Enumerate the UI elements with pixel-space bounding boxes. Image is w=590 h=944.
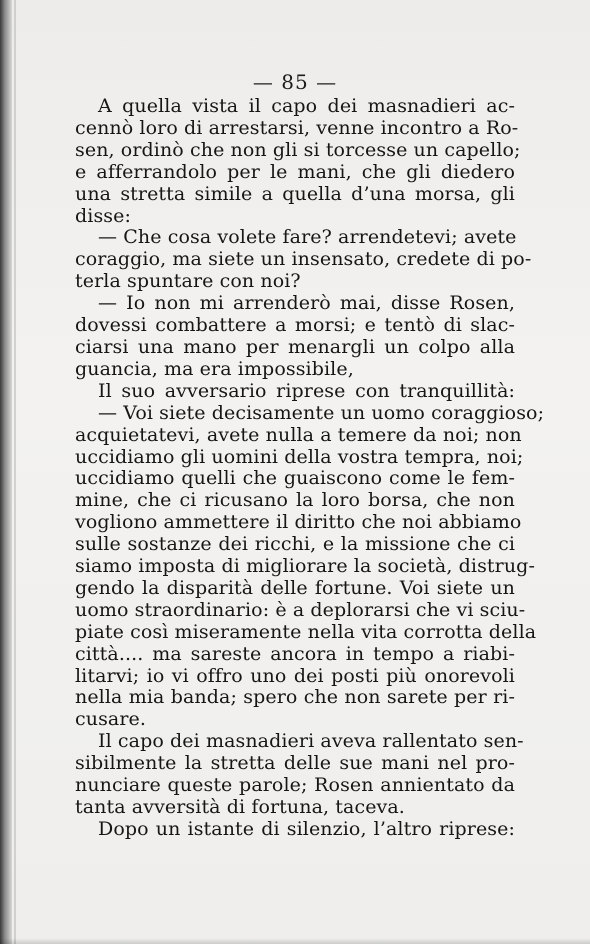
text-line: uomo straordinario: è a deplorarsi che vi sciu- xyxy=(75,598,526,621)
text-line: Il capo dei masnadieri aveva rallentato sen- xyxy=(98,730,524,753)
text-line: siamo imposta di migliorare la società, distrug- xyxy=(75,555,535,578)
text-line: gendo la disparità delle fortune. Voi siete un xyxy=(75,576,515,599)
text-line: coraggio, ma siete un insensato, credete di po- xyxy=(75,248,532,271)
text-line: nella mia banda; spero che non sarete per ri- xyxy=(75,686,515,709)
text-line: città.... ma sareste ancora in tempo a riabi- xyxy=(75,642,515,665)
text-line: uccidiamo quelli che guaiscono come le fem- xyxy=(75,467,515,490)
text-line: — Voi siete decisamente un uomo coraggioso; xyxy=(98,401,545,424)
text-line: cennò loro di arrestarsi, venne incontro a Ro- xyxy=(75,116,519,139)
text-line: nunciare queste parole; Rosen annientato da xyxy=(75,774,515,797)
text-line: uccidiamo gli uomini della vostra tempra, noi; xyxy=(75,445,524,468)
text-line: e afferrandolo per le mani, che gli diedero xyxy=(75,160,515,183)
text-line: mine, che ci ricusano la loro borsa, che non xyxy=(75,489,515,512)
text-line: — Che cosa volete fare? arrendetevi; avete xyxy=(98,226,517,249)
text-line: cusare. xyxy=(75,708,147,731)
text-line: tanta avversità di fortuna, taceva. xyxy=(75,796,405,818)
binding-shadow xyxy=(0,0,12,944)
text-line: vogliono ammettere il diritto che noi abbiamo xyxy=(75,511,522,534)
text-line: litarvi; io vi offro uno dei posti più onorevoli xyxy=(75,664,515,687)
text-line: sulle sostanze dei ricchi, e la missione che ci xyxy=(75,533,515,556)
text-line: dovessi combattere a morsi; e tentò di slac- xyxy=(75,314,515,337)
text-line: guancia, ma era impossibile, xyxy=(75,357,354,380)
text-line: — Io non mi arrenderò mai, disse Rosen, xyxy=(98,292,515,315)
text-line: ciarsi una mano per menargli un colpo alla xyxy=(75,335,515,358)
text-line: A quella vista il capo dei masnadieri ac- xyxy=(98,95,515,117)
text-line: Il suo avversario riprese con tranquillità: xyxy=(98,379,515,402)
text-line: Dopo un istante di silenzio, l’altro riprese: xyxy=(98,817,515,840)
page-number: — 85 — xyxy=(252,70,338,94)
text-line: una stretta simile a quella d’una morsa, gli xyxy=(75,182,515,205)
text-line: piate così miseramente nella vita corrotta della xyxy=(75,620,537,643)
text-line: disse: xyxy=(75,204,131,227)
body-text xyxy=(75,95,545,841)
text-line: sibilmente la stretta delle sue mani nel pro- xyxy=(75,752,515,775)
page-bottom-edge xyxy=(0,938,590,944)
binding-line xyxy=(14,0,16,944)
text-line: sen, ordinò che non gli si torcesse un capello; xyxy=(75,138,521,161)
text-line: terla spuntare con noi? xyxy=(75,270,301,293)
text-line: acquietatevi, avete nulla a temere da noi; non xyxy=(75,423,522,446)
